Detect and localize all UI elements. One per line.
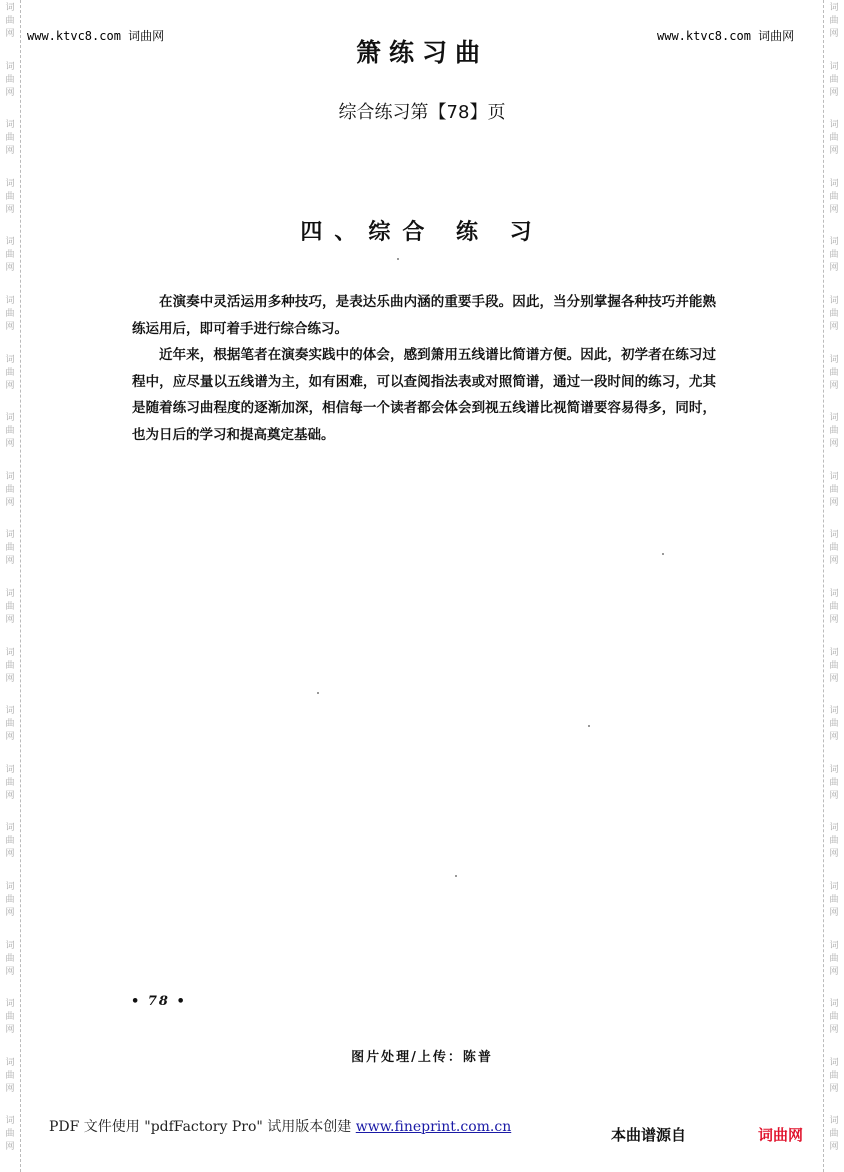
watermark-glyph: 曲 [829,836,839,847]
watermark-glyph: 网 [829,556,839,567]
watermark-glyph-group [829,293,838,352]
watermark-glyph-group [5,703,14,762]
watermark-glyph: 词 [829,999,839,1010]
watermark-glyph: 曲 [829,894,839,905]
watermark-glyph: 网 [5,204,15,215]
watermark-glyph: 词 [829,295,839,306]
watermark-glyph: 词 [5,999,15,1010]
watermark-glyph: 词 [5,647,15,658]
watermark-glyph: 曲 [5,894,15,905]
watermark-glyph: 词 [5,295,15,306]
right-watermark-strip [823,0,844,1172]
watermark-glyph: 词 [829,588,839,599]
watermark-glyph: 曲 [829,367,839,378]
watermark-glyph: 词 [5,706,15,717]
watermark-glyph: 网 [829,29,839,39]
watermark-glyph: 词 [829,1057,839,1068]
watermark-glyph: 词 [5,471,15,482]
header-right-url: www.ktvc8.com [657,29,751,43]
watermark-glyph: 词 [829,413,839,424]
watermark-glyph: 曲 [5,484,15,495]
watermark-glyph: 词 [829,940,839,951]
watermark-glyph: 网 [5,1025,15,1036]
book-title: 箫练习曲 [355,38,488,67]
watermark-glyph: 曲 [829,1012,839,1023]
paragraph-1: 在演奏中灵活运用多种技巧，是表达乐曲内涵的重要手段。因此，当分别掌握各种技巧并能熟练运用后，即可着手进行综合练习。 [132,294,716,337]
watermark-glyph-group [829,820,838,879]
watermark-glyph: 词 [829,471,839,482]
upload-credit: 图片处理/上传：陈普 [351,1050,493,1065]
body-text [132,289,716,448]
watermark-glyph: 词 [829,881,839,892]
pdf-notice [49,1116,511,1136]
watermark-glyph: 词 [829,3,839,13]
watermark-glyph: 网 [829,263,839,274]
watermark-glyph: 网 [5,1142,15,1153]
watermark-glyph: 网 [829,849,839,860]
watermark-glyph: 词 [829,764,839,775]
watermark-glyph-group [829,117,838,176]
watermark-glyph: 网 [5,439,15,450]
watermark-glyph: 词 [5,764,15,775]
watermark-glyph: 词 [829,61,839,72]
watermark-glyph: 网 [829,1142,839,1153]
watermark-glyph: 网 [5,849,15,860]
watermark-glyph: 曲 [5,250,15,261]
watermark-glyph: 网 [829,87,839,98]
header-left-site: 词曲网 [128,29,165,43]
watermark-glyph: 网 [829,497,839,508]
watermark-glyph-group [5,469,14,528]
watermark-glyph-group [829,938,838,997]
watermark-glyph: 词 [5,881,15,892]
watermark-glyph: 网 [829,614,839,625]
scan-speck [317,692,319,694]
watermark-glyph-group [5,938,14,997]
watermark-glyph: 网 [829,1025,839,1036]
watermark-glyph-group [829,586,838,645]
watermark-glyph: 词 [5,823,15,834]
watermark-glyph: 曲 [5,133,15,144]
watermark-glyph: 曲 [829,719,839,730]
pdf-notice-text: PDF 文件使用 "pdfFactory Pro" 试用版本创建 [49,1119,356,1135]
watermark-glyph-group [829,352,838,411]
watermark-glyph: 网 [5,380,15,391]
section-title: 四、综合 练 习 [300,220,544,245]
watermark-glyph-group [5,527,14,586]
watermark-glyph: 词 [5,1116,15,1127]
watermark-glyph: 词 [5,3,15,13]
watermark-glyph: 词 [829,706,839,717]
paragraph-2: 近年来，根据笔者在演奏实践中的体会，感到箫用五线谱比简谱方便。因此，初学者在练习过程中，应尽量以五线谱为主，如有困难，可以查阅指法表或对照简谱，通过一段时间的练习，尤其是随着练习曲程度的逐渐加深，相信每一个读者都会体会到视五线谱比视简谱要容易得多，同时，也为日后的学习和提高奠定基础。 [132,347,716,443]
watermark-glyph: 曲 [829,777,839,788]
watermark-glyph: 网 [5,1083,15,1094]
watermark-glyph: 网 [5,732,15,743]
watermark-glyph: 词 [829,120,839,131]
watermark-glyph: 曲 [829,191,839,202]
watermark-glyph-group [5,117,14,176]
watermark-glyph: 词 [5,237,15,248]
watermark-glyph: 网 [829,204,839,215]
watermark-glyph: 曲 [5,719,15,730]
watermark-glyph: 词 [829,354,839,365]
watermark-glyph: 词 [5,178,15,189]
scan-speck [455,875,457,877]
watermark-glyph: 网 [5,614,15,625]
watermark-glyph: 网 [829,966,839,977]
watermark-glyph-group [5,586,14,645]
watermark-glyph-group [5,410,14,469]
watermark-glyph: 网 [829,732,839,743]
watermark-glyph: 词 [5,61,15,72]
page-number: • 78 • [131,994,187,1009]
watermark-glyph: 词 [829,237,839,248]
watermark-glyph: 网 [829,673,839,684]
watermark-glyph: 曲 [829,308,839,319]
watermark-glyph: 曲 [5,1129,15,1140]
source-label: 本曲谱源自 [611,1126,687,1144]
watermark-glyph: 曲 [5,308,15,319]
watermark-glyph: 曲 [829,426,839,437]
watermark-glyph: 词 [5,354,15,365]
watermark-glyph: 曲 [5,543,15,554]
watermark-glyph: 词 [5,1057,15,1068]
watermark-glyph: 网 [5,146,15,157]
watermark-glyph: 曲 [5,836,15,847]
watermark-glyph: 曲 [5,777,15,788]
watermark-glyph-group [829,469,838,528]
watermark-glyph-group [5,1113,14,1172]
watermark-glyph-group [5,645,14,704]
watermark-glyph: 曲 [5,601,15,612]
watermark-glyph: 网 [829,146,839,157]
watermark-glyph: 曲 [5,367,15,378]
watermark-glyph: 词 [5,530,15,541]
watermark-glyph: 曲 [829,1070,839,1081]
scan-speck [662,553,664,555]
watermark-glyph-group [829,1113,838,1172]
watermark-glyph: 曲 [829,601,839,612]
watermark-glyph: 曲 [829,133,839,144]
watermark-glyph: 曲 [829,74,839,85]
watermark-glyph: 网 [5,29,15,39]
watermark-glyph: 词 [5,588,15,599]
watermark-glyph: 词 [829,178,839,189]
watermark-glyph: 曲 [5,1070,15,1081]
watermark-glyph: 网 [829,907,839,918]
watermark-glyph: 曲 [5,74,15,85]
watermark-glyph: 曲 [829,16,839,26]
watermark-glyph: 网 [5,673,15,684]
watermark-glyph: 曲 [829,660,839,671]
watermark-glyph: 曲 [829,953,839,964]
watermark-glyph-group [5,293,14,352]
watermark-glyph-group [829,762,838,821]
watermark-glyph-group [829,527,838,586]
watermark-glyph: 词 [829,823,839,834]
scan-speck [588,725,590,727]
watermark-glyph: 网 [5,966,15,977]
watermark-glyph-group [5,879,14,938]
watermark-glyph: 网 [5,321,15,332]
watermark-glyph: 网 [5,497,15,508]
watermark-glyph: 网 [5,87,15,98]
watermark-glyph: 网 [829,321,839,332]
watermark-glyph: 词 [5,120,15,131]
source-brand-logo: 词曲网 [758,1126,804,1144]
watermark-glyph: 网 [5,556,15,567]
watermark-glyph: 网 [829,439,839,450]
scan-speck [397,258,399,260]
watermark-glyph-group [829,703,838,762]
watermark-glyph: 曲 [5,16,15,26]
watermark-glyph: 网 [5,790,15,801]
watermark-glyph: 曲 [829,250,839,261]
watermark-glyph: 曲 [5,426,15,437]
watermark-glyph-group [829,645,838,704]
watermark-glyph-group [5,762,14,821]
watermark-glyph: 词 [5,413,15,424]
watermark-glyph: 曲 [5,191,15,202]
watermark-glyph: 词 [829,530,839,541]
watermark-glyph-group [829,410,838,469]
watermark-glyph: 词 [829,1116,839,1127]
header-right-site: 词曲网 [758,29,795,43]
watermark-glyph: 曲 [829,484,839,495]
watermark-glyph: 网 [829,790,839,801]
watermark-glyph: 网 [5,907,15,918]
watermark-glyph-group [5,352,14,411]
watermark-glyph: 曲 [829,543,839,554]
watermark-glyph: 曲 [5,660,15,671]
watermark-glyph: 词 [5,940,15,951]
watermark-glyph: 网 [829,1083,839,1094]
watermark-glyph-group [5,820,14,879]
watermark-glyph-group [829,879,838,938]
watermark-glyph: 网 [5,263,15,274]
watermark-glyph: 曲 [5,1012,15,1023]
fineprint-link[interactable]: www.fineprint.com.cn [355,1119,512,1135]
left-watermark-strip [0,0,21,1172]
watermark-glyph: 词 [829,647,839,658]
watermark-glyph: 网 [829,380,839,391]
page-label: 综合练习第【78】页 [338,102,506,123]
watermark-glyph: 曲 [5,953,15,964]
header-left-url: www.ktvc8.com [27,29,121,43]
watermark-glyph: 曲 [829,1129,839,1140]
